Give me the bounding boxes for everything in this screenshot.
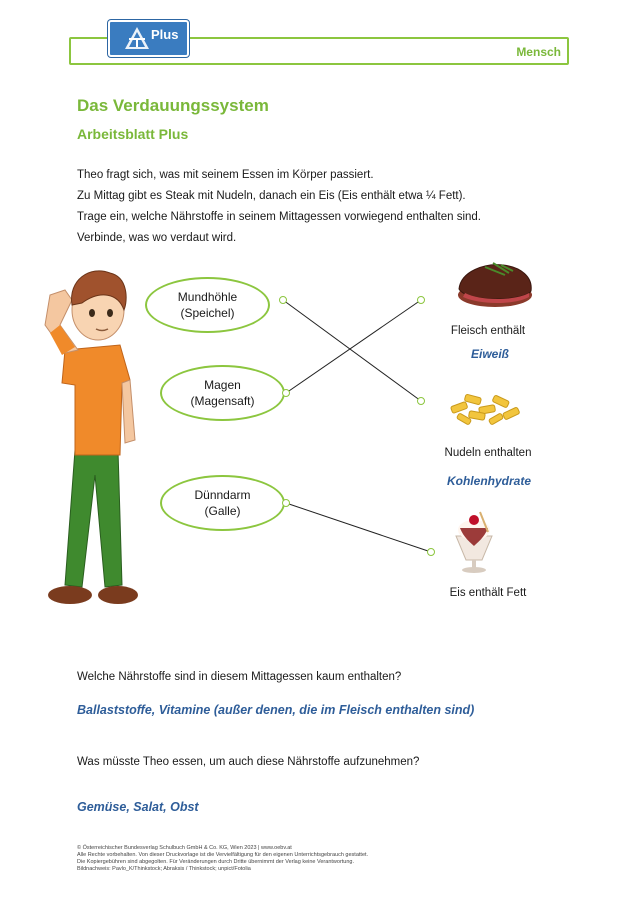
answer-eiweiss: Eiweiß — [470, 347, 509, 361]
ice-cream-image — [448, 508, 500, 574]
food-caption-eis: Eis enthält Fett — [449, 587, 527, 599]
intro-line: Verbinde, was wo verdaut wird. — [77, 232, 237, 244]
food-caption-nudeln: Nudeln enthalten — [444, 447, 532, 459]
answer-kohlenhydrate: Kohlenhydrate — [446, 474, 531, 488]
intro-line: Trage ein, welche Nährstoffe in seinem Mittagessen vorwiegend enthalten sind. — [77, 211, 482, 223]
answer-1: Ballaststoffe, Vitamine (außer denen, die im Fleisch enthalten sind) — [77, 703, 475, 717]
page-subtitle: Arbeitsblatt Plus — [77, 126, 189, 142]
connector-dot[interactable] — [417, 397, 425, 405]
intro-line: Theo fragt sich, was mit seinem Essen im Körper passiert. — [77, 169, 374, 181]
line-magen-fleisch — [286, 300, 421, 393]
organ-duenndarm — [160, 475, 285, 531]
organ-name: Mundhöhle — [177, 290, 238, 304]
organ-detail: (Speichel) — [180, 306, 235, 320]
footer-line: © Österreichischer Bundesverlag Schulbuch GmbH & Co. KG, Wien 2023 | www.oebv.at — [77, 845, 292, 851]
page-title: Das Verdauungssystem — [77, 96, 269, 115]
organ-magen — [160, 365, 285, 421]
line-duenndarm-eis — [286, 503, 431, 552]
connector-dot[interactable] — [282, 389, 290, 397]
steak-image — [455, 253, 535, 311]
food-caption-fleisch: Fleisch enthält — [450, 325, 526, 337]
logo-text: Plus — [151, 27, 179, 42]
footer — [77, 845, 368, 873]
line-mundhoehle-nudeln — [283, 300, 421, 401]
intro-line: Zu Mittag gibt es Steak mit Nudeln, danach ein Eis (Eis enthält etwa ¼ Fett). — [77, 190, 466, 202]
organ-name: Magen — [204, 378, 241, 392]
connector-dot[interactable] — [282, 499, 290, 507]
pasta-image — [445, 390, 525, 430]
organ-detail: (Galle) — [204, 504, 241, 518]
connector-dot[interactable] — [427, 548, 435, 556]
footer-line: Alle Rechte vorbehalten. Von dieser Druckvorlage ist die Vervielfältigung für den eigenen Unterrichtsgebrauch gestattet. — [77, 852, 369, 858]
question-1: Welche Nährstoffe sind in diesem Mittagessen kaum enthalten? — [77, 671, 402, 683]
organ-detail: (Magensaft) — [190, 394, 255, 408]
organ-mundhoehle — [145, 277, 270, 333]
connector-dot[interactable] — [279, 296, 287, 304]
question-2: Was müsste Theo essen, um auch diese Nährstoffe aufzunehmen? — [77, 756, 420, 768]
footer-line: Bildnachweis: Pavlo_K/Thinkstock; Abraksis / Thinkstock; unpict/Fotolia — [77, 866, 251, 872]
connector-dot[interactable] — [417, 296, 425, 304]
footer-line: Die Kopiergebühren sind abgegolten. Für Veränderungen durch Dritte übernimmt der Verlag keine Verantwortung. — [77, 859, 355, 865]
answer-2: Gemüse, Salat, Obst — [77, 800, 199, 814]
organ-name: Dünndarm — [194, 488, 251, 502]
subject-label: Mensch — [516, 45, 561, 59]
